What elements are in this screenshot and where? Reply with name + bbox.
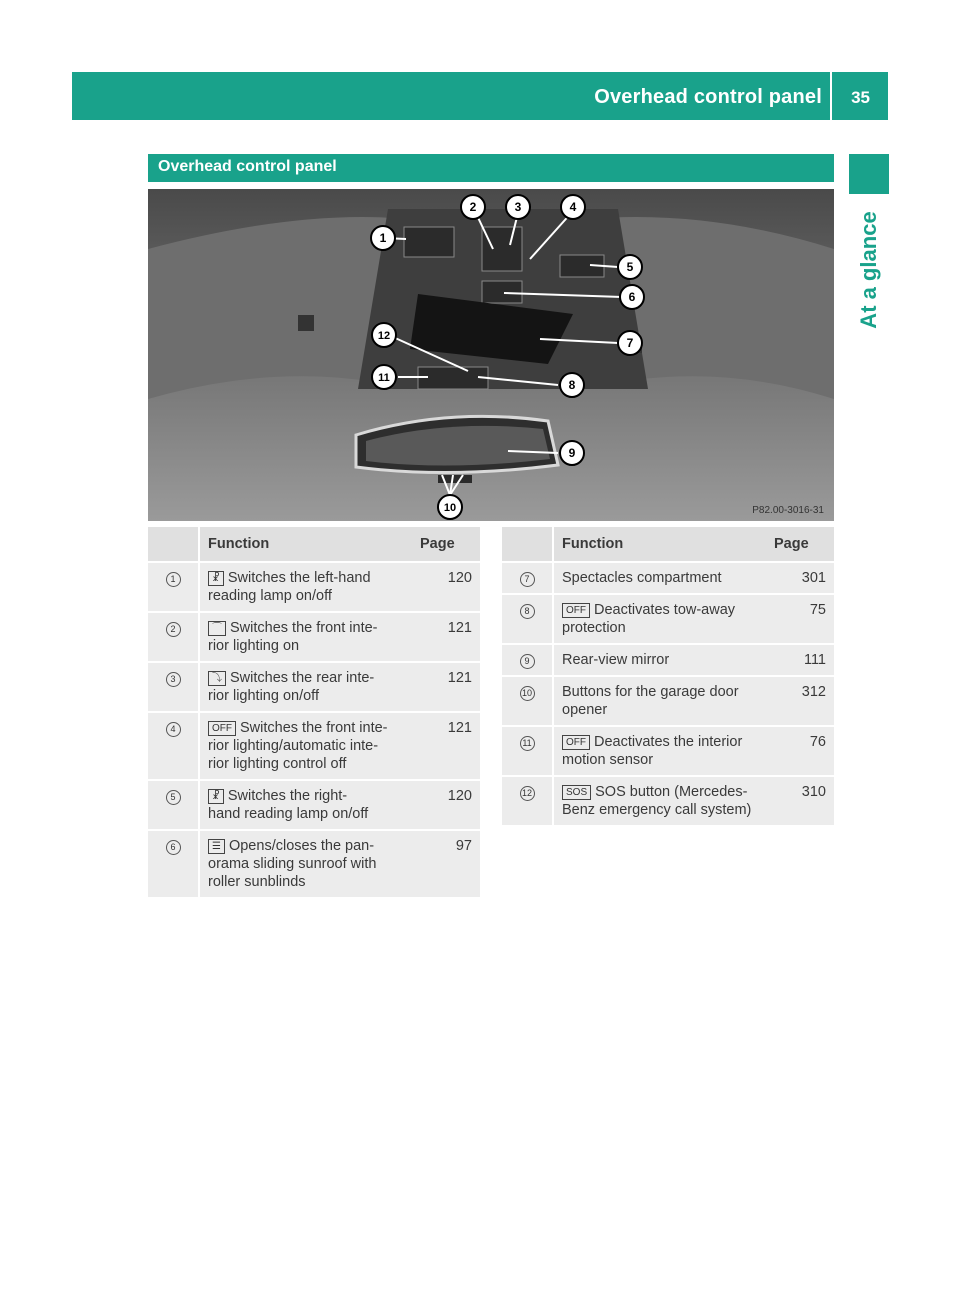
callout-10 bbox=[438, 495, 462, 519]
row-function bbox=[199, 612, 412, 662]
callout-1 bbox=[371, 226, 395, 250]
page-number: 35 bbox=[851, 88, 870, 107]
svg-text:10: 10 bbox=[443, 502, 457, 514]
table-header-num bbox=[148, 527, 199, 562]
callout-11 bbox=[372, 365, 396, 389]
table-row bbox=[502, 776, 834, 826]
svg-text:1: 1 bbox=[379, 231, 387, 245]
row-page: 76 bbox=[766, 726, 834, 776]
row-description: Switches the left-hand reading lamp on/off bbox=[208, 570, 371, 604]
row-page: 75 bbox=[766, 594, 834, 644]
row-number bbox=[502, 594, 553, 644]
row-function bbox=[553, 594, 766, 644]
overhead-panel-illustration bbox=[148, 189, 834, 521]
row-description: Deactivates the interior motion sensor bbox=[562, 734, 743, 768]
table-row bbox=[502, 562, 834, 594]
row-description: Opens/closes the pan- orama sliding sunroof with roller sunblinds bbox=[208, 838, 377, 890]
row-description: Switches the front inte- rior lighting on bbox=[208, 620, 378, 654]
row-description: Switches the rear inte- rior lighting on/off bbox=[208, 670, 375, 704]
callout-8 bbox=[560, 373, 584, 397]
row-number bbox=[148, 712, 199, 780]
sos-icon: SOS bbox=[562, 785, 591, 800]
section-title: Overhead control panel bbox=[158, 158, 337, 175]
row-number bbox=[502, 676, 553, 726]
sunroof-icon: ☰ bbox=[208, 839, 225, 854]
callout-9 bbox=[560, 441, 584, 465]
row-number-circle: 7 bbox=[520, 572, 535, 587]
row-number bbox=[502, 776, 553, 826]
table-row bbox=[502, 726, 834, 776]
table-row bbox=[148, 830, 480, 898]
row-function bbox=[199, 830, 412, 898]
row-function bbox=[553, 776, 766, 826]
row-number bbox=[502, 644, 553, 676]
table-row bbox=[148, 612, 480, 662]
table-header-function: Function bbox=[553, 527, 766, 562]
table-row bbox=[148, 712, 480, 780]
table-header-page: Page bbox=[766, 527, 834, 562]
table-row bbox=[148, 562, 480, 612]
row-page: 111 bbox=[766, 644, 834, 676]
table-row bbox=[502, 676, 834, 726]
row-page: 120 bbox=[412, 562, 480, 612]
row-description: Spectacles compartment bbox=[562, 570, 722, 586]
row-description: Buttons for the garage door opener bbox=[562, 684, 739, 718]
table-header-function: Function bbox=[199, 527, 412, 562]
figure-code: P82.00-3016-31 bbox=[752, 505, 824, 516]
table-header-num bbox=[502, 527, 553, 562]
reading-lamp-icon: ☧ bbox=[208, 789, 224, 804]
callout-2 bbox=[461, 195, 485, 219]
row-number bbox=[148, 612, 199, 662]
svg-text:4: 4 bbox=[569, 200, 577, 214]
side-label: At a glance bbox=[856, 211, 881, 329]
row-page: 301 bbox=[766, 562, 834, 594]
row-number-circle: 8 bbox=[520, 604, 535, 619]
header-separator bbox=[830, 72, 832, 120]
row-function bbox=[199, 662, 412, 712]
interior-light-off-icon: OFF bbox=[208, 721, 236, 736]
callout-5 bbox=[618, 255, 642, 279]
svg-text:9: 9 bbox=[568, 446, 576, 460]
front-interior-light-icon: ⌒ bbox=[208, 621, 226, 636]
interior-motion-sensor-off-icon: OFF bbox=[562, 735, 590, 750]
row-page: 121 bbox=[412, 662, 480, 712]
row-function bbox=[199, 712, 412, 780]
row-number bbox=[148, 830, 199, 898]
row-description: Rear-view mirror bbox=[562, 652, 670, 668]
row-page: 312 bbox=[766, 676, 834, 726]
row-number-circle: 11 bbox=[520, 736, 535, 751]
svg-text:8: 8 bbox=[568, 378, 576, 392]
row-number bbox=[148, 562, 199, 612]
row-number-circle: 3 bbox=[166, 672, 181, 687]
callout-4 bbox=[561, 195, 585, 219]
section-header bbox=[148, 154, 834, 182]
row-number bbox=[148, 780, 199, 830]
row-number-circle: 1 bbox=[166, 572, 181, 587]
table-header-row bbox=[148, 527, 480, 562]
row-number-circle: 2 bbox=[166, 622, 181, 637]
row-function bbox=[553, 644, 766, 676]
side-tab bbox=[849, 154, 889, 194]
callout-3 bbox=[506, 195, 530, 219]
row-description: Switches the right- hand reading lamp on/off bbox=[208, 788, 369, 822]
row-function bbox=[553, 562, 766, 594]
svg-text:12: 12 bbox=[377, 330, 391, 342]
tow-away-off-icon: OFF bbox=[562, 603, 590, 618]
row-page: 97 bbox=[412, 830, 480, 898]
page-header bbox=[72, 72, 888, 120]
row-description: Switches the front inte- rior lighting/automatic inte- rior lighting control off bbox=[208, 720, 388, 772]
svg-text:3: 3 bbox=[514, 200, 522, 214]
table-header-page: Page bbox=[412, 527, 480, 562]
callout-12 bbox=[372, 323, 396, 347]
row-number-circle: 4 bbox=[166, 722, 181, 737]
svg-text:11: 11 bbox=[378, 372, 390, 384]
table-header-row bbox=[502, 527, 834, 562]
row-page: 310 bbox=[766, 776, 834, 826]
overhead-panel-figure bbox=[148, 189, 834, 521]
row-number-circle: 10 bbox=[520, 686, 535, 701]
row-number bbox=[502, 562, 553, 594]
table-row bbox=[148, 662, 480, 712]
table-row bbox=[148, 780, 480, 830]
reading-lamp-icon: ☧ bbox=[208, 571, 224, 586]
svg-text:2: 2 bbox=[469, 200, 477, 214]
header-title: Overhead control panel bbox=[594, 86, 822, 108]
callout-7 bbox=[618, 331, 642, 355]
rear-interior-light-icon: ⤵ bbox=[208, 671, 226, 686]
table-row bbox=[502, 644, 834, 676]
row-number bbox=[148, 662, 199, 712]
row-number bbox=[502, 726, 553, 776]
row-number-circle: 6 bbox=[166, 840, 181, 855]
row-description: Deactivates tow-away protection bbox=[562, 602, 736, 636]
row-number-circle: 5 bbox=[166, 790, 181, 805]
row-page: 121 bbox=[412, 712, 480, 780]
row-description: SOS button (Mercedes- Benz emergency call system) bbox=[562, 784, 752, 818]
row-function bbox=[199, 780, 412, 830]
row-function bbox=[199, 562, 412, 612]
row-number-circle: 12 bbox=[520, 786, 535, 801]
svg-text:7: 7 bbox=[626, 336, 634, 350]
table-row bbox=[502, 594, 834, 644]
svg-text:6: 6 bbox=[628, 290, 636, 304]
svg-text:5: 5 bbox=[626, 260, 634, 274]
function-table-left bbox=[148, 527, 480, 899]
row-function bbox=[553, 726, 766, 776]
callout-6 bbox=[620, 285, 644, 309]
row-number-circle: 9 bbox=[520, 654, 535, 669]
row-page: 120 bbox=[412, 780, 480, 830]
row-function bbox=[553, 676, 766, 726]
function-table-right bbox=[502, 527, 834, 827]
row-page: 121 bbox=[412, 612, 480, 662]
